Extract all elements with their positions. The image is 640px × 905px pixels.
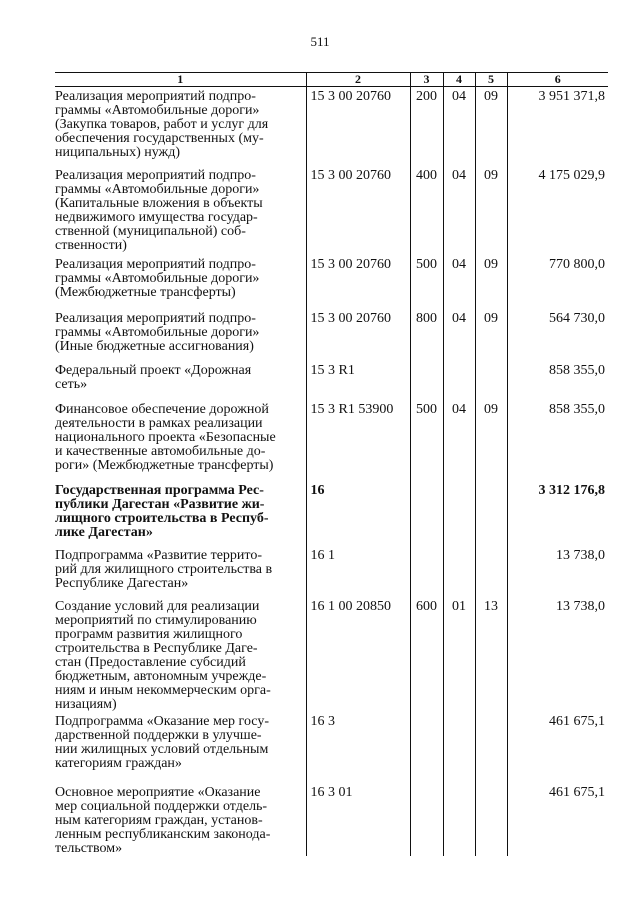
- row-code: 16 3 01: [306, 783, 410, 856]
- row-col-5: [475, 361, 507, 400]
- row-col-5: 09: [475, 309, 507, 361]
- row-col-4: 04: [443, 87, 475, 166]
- table-row: [55, 87, 608, 166]
- row-col-4: 04: [443, 309, 475, 361]
- row-code: 15 3 00 20760: [306, 309, 410, 361]
- row-amount: 13 738,0: [507, 546, 608, 597]
- budget-table: [55, 72, 608, 856]
- row-code: 15 3 00 20760: [306, 166, 410, 255]
- row-col-3: 600: [410, 597, 443, 712]
- row-col-5: 09: [475, 87, 507, 166]
- header-col-6: 6: [507, 73, 608, 87]
- row-col-5: [475, 481, 507, 546]
- row-amount: 13 738,0: [507, 597, 608, 712]
- row-col-4: 04: [443, 166, 475, 255]
- row-name: Подпрограмма «Оказание мер госу- дарственной поддержки в улучше- нии жилищных условий отдельным категориям граждан»: [55, 713, 269, 771]
- row-col-3: 500: [410, 255, 443, 309]
- row-amount: 461 675,1: [507, 712, 608, 783]
- row-col-3: [410, 546, 443, 597]
- row-col-3: [410, 361, 443, 400]
- row-name: Создание условий для реализации мероприятий по стимулированию программ развития жилищного строительства в Республике Даге- стан (Предоставление субсидий бюджетным, автономным учрежде- ниям и иным некоммерческим орга- низациям): [55, 598, 271, 712]
- row-code: 15 3 00 20760: [306, 87, 410, 166]
- row-col-3: [410, 481, 443, 546]
- row-name: Реализация мероприятий подпро- граммы «Автомобильные дороги» (Закупка товаров, работ и услуг для обеспечения государственных (му- ниципальных) нужд): [55, 89, 269, 160]
- row-code: 16 1 00 20850: [306, 597, 410, 712]
- header-col-1: 1: [55, 73, 306, 87]
- page-number: 511: [310, 34, 330, 49]
- row-col-5: [475, 712, 507, 783]
- row-col-3: 200: [410, 87, 443, 166]
- header-col-5: 5: [475, 73, 507, 87]
- row-col-3: [410, 783, 443, 856]
- table-row: [55, 546, 608, 597]
- row-col-4: [443, 361, 475, 400]
- table-row: [55, 166, 608, 255]
- row-name: Реализация мероприятий подпро- граммы «Автомобильные дороги» (Иные бюджетные ассигнования): [55, 310, 260, 354]
- row-col-5: 13: [475, 597, 507, 712]
- row-col-4: 01: [443, 597, 475, 712]
- row-name: Основное мероприятие «Оказание мер социальной поддержки отдель- ным категориям граждан, установ- ленным республиканским законода- тельством»: [55, 784, 271, 856]
- row-amount: 858 355,0: [507, 361, 608, 400]
- row-col-5: 09: [475, 255, 507, 309]
- row-amount: 461 675,1: [507, 783, 608, 856]
- row-col-4: [443, 712, 475, 783]
- row-col-4: 04: [443, 400, 475, 481]
- row-name: Финансовое обеспечение дорожной деятельности в рамках реализации национального проекта «Безопасные и качественные автомобильные до- роги» (Межбюджетные трансферты): [55, 401, 276, 473]
- row-col-4: [443, 546, 475, 597]
- row-name: Подпрограмма «Развитие террито- рий для жилищного строительства в Республике Дагестан»: [55, 547, 273, 591]
- table-body: [55, 87, 608, 856]
- table-row: [55, 783, 608, 856]
- row-col-3: 500: [410, 400, 443, 481]
- row-name: Реализация мероприятий подпро- граммы «Автомобильные дороги» (Капитальные вложения в объекты недвижимого имущества государ- ственной (муниципальной) соб- ственности): [55, 167, 263, 253]
- header-col-2: 2: [306, 73, 410, 87]
- table-row: [55, 309, 608, 361]
- row-col-3: 400: [410, 166, 443, 255]
- table-row: [55, 597, 608, 712]
- row-col-5: [475, 783, 507, 856]
- row-name: Государственная программа Рес- публики Дагестан «Развитие жи- лищного строительства в Респуб- лике Дагестан»: [55, 482, 269, 540]
- row-name: Федеральный проект «Дорожная сеть»: [55, 362, 252, 392]
- row-code: 16 3: [306, 712, 410, 783]
- row-amount: 564 730,0: [507, 309, 608, 361]
- row-col-4: 04: [443, 255, 475, 309]
- row-amount: 858 355,0: [507, 400, 608, 481]
- row-code: 15 3 R1: [306, 361, 410, 400]
- row-col-5: 09: [475, 166, 507, 255]
- row-col-5: 09: [475, 400, 507, 481]
- row-col-4: [443, 783, 475, 856]
- row-amount: 4 175 029,9: [507, 166, 608, 255]
- table-row: [55, 400, 608, 481]
- table-row: [55, 481, 608, 546]
- row-amount: 3 951 371,8: [507, 87, 608, 166]
- row-col-3: [410, 712, 443, 783]
- row-code: 16: [306, 481, 410, 546]
- header-col-3: 3: [410, 73, 443, 87]
- row-amount: 770 800,0: [507, 255, 608, 309]
- row-code: 15 3 00 20760: [306, 255, 410, 309]
- row-amount: 3 312 176,8: [507, 481, 608, 546]
- row-col-5: [475, 546, 507, 597]
- table-header-row: [55, 73, 608, 87]
- row-col-4: [443, 481, 475, 546]
- header-col-4: 4: [443, 73, 475, 87]
- row-code: 16 1: [306, 546, 410, 597]
- table-row: [55, 712, 608, 783]
- row-code: 15 3 R1 53900: [306, 400, 410, 481]
- table-row: [55, 361, 608, 400]
- row-col-3: 800: [410, 309, 443, 361]
- table-row: [55, 255, 608, 309]
- row-name: Реализация мероприятий подпро- граммы «Автомобильные дороги» (Межбюджетные трансферты): [55, 256, 260, 300]
